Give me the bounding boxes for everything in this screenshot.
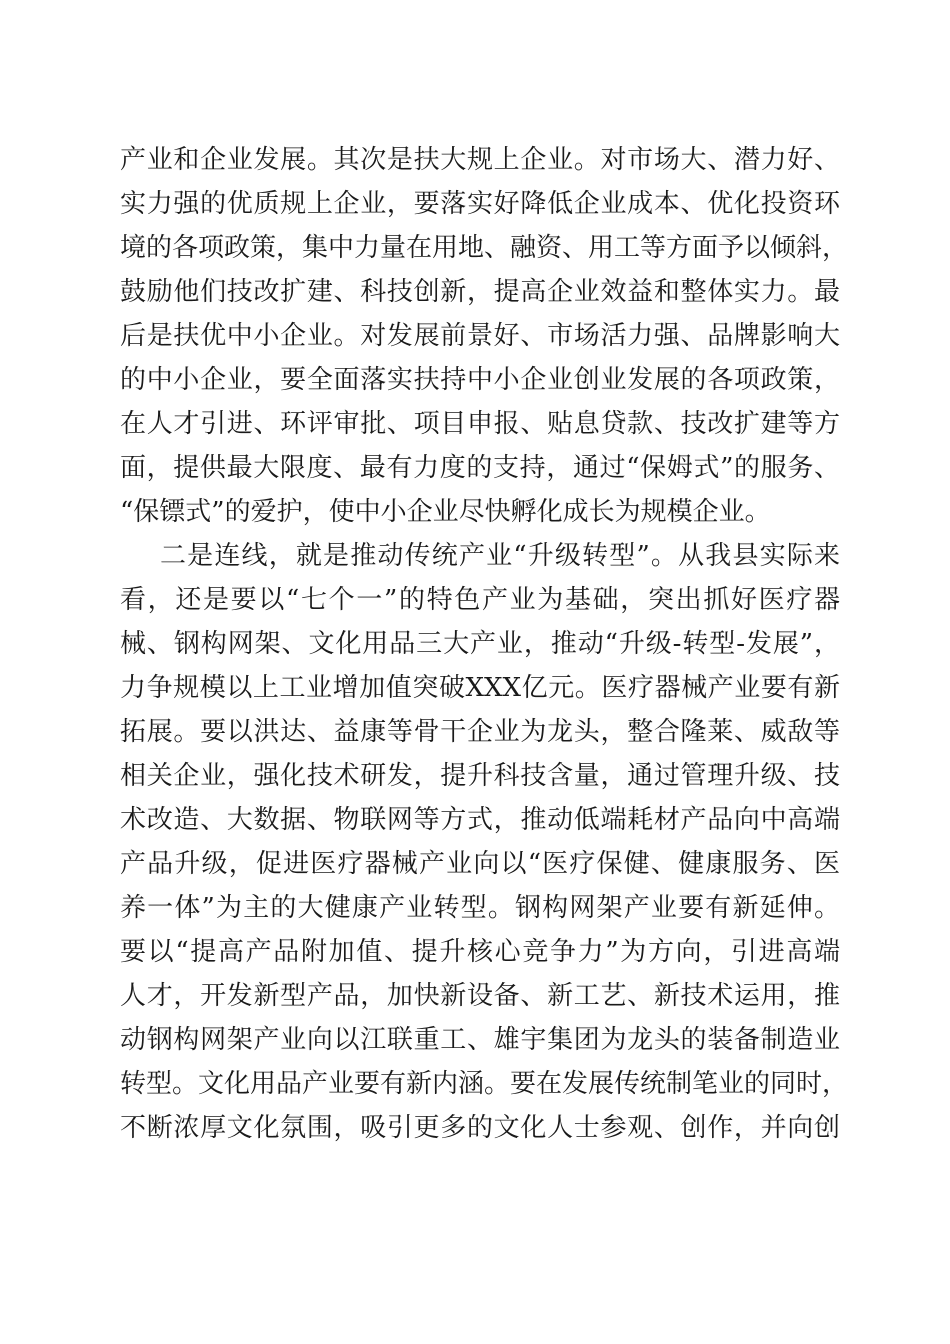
text-line: 养一体”为主的大健康产业转型。钢构网架产业要有新延伸。 bbox=[120, 893, 840, 923]
text-line: 后是扶优中小企业。对发展前景好、市场活力强、品牌影响大 bbox=[120, 321, 840, 351]
text-line: 拓展。要以洪达、益康等骨干企业为龙头，整合隆莱、威敌等 bbox=[120, 717, 840, 747]
text-line: 要以“提高产品附加值、提升核心竞争力”为方向，引进高端 bbox=[120, 937, 840, 967]
text-line: 转型。文化用品产业要有新内涵。要在发展传统制笔业的同时， bbox=[120, 1069, 849, 1099]
text-line: 鼓励他们技改扩建、科技创新，提高企业效益和整体实力。最 bbox=[120, 277, 840, 307]
text-line: 相关企业，强化技术研发，提升科技含量，通过管理升级、技 bbox=[120, 761, 840, 791]
text-line: 看，还是要以“七个一”的特色产业为基础，突出抓好医疗器 bbox=[120, 585, 840, 615]
text-line: 械、钢构网架、文化用品三大产业，推动“升级-转型-发展”， bbox=[120, 629, 840, 659]
body-text bbox=[120, 138, 849, 1150]
text-line: “保镖式”的爱护，使中小企业尽快孵化成长为规模企业。 bbox=[120, 497, 771, 527]
paragraph-heading-line: 二是连线，就是推动传统产业“升级转型”。从我县实际来 bbox=[160, 541, 840, 571]
text-line: 实力强的优质规上企业，要落实好降低企业成本、优化投资环 bbox=[120, 189, 840, 219]
text-line: 的中小企业，要全面落实扶持中小企业创业发展的各项政策， bbox=[120, 365, 840, 395]
text-line: 不断浓厚文化氛围，吸引更多的文化人士参观、创作，并向创 bbox=[120, 1113, 840, 1143]
text-line: 动钢构网架产业向以江联重工、雄宇集团为龙头的装备制造业 bbox=[120, 1025, 840, 1055]
text-line: 人才，开发新型产品，加快新设备、新工艺、新技术运用，推 bbox=[120, 981, 840, 1011]
text-line: 术改造、大数据、物联网等方式，推动低端耗材产品向中高端 bbox=[120, 805, 840, 835]
text-line: 力争规模以上工业增加值突破XXX亿元。医疗器械产业要有新 bbox=[120, 673, 840, 703]
text-line: 产业和企业发展。其次是扶大规上企业。对市场大、潜力好、 bbox=[120, 145, 840, 175]
text-line: 面，提供最大限度、最有力度的支持，通过“保姆式”的服务、 bbox=[120, 453, 840, 483]
text-line: 产品升级，促进医疗器械产业向以“医疗保健、健康服务、医 bbox=[120, 849, 840, 879]
text-line: 在人才引进、环评审批、项目申报、贴息贷款、技改扩建等方 bbox=[120, 409, 840, 439]
text-line: 境的各项政策，集中力量在用地、融资、用工等方面予以倾斜， bbox=[120, 233, 849, 263]
